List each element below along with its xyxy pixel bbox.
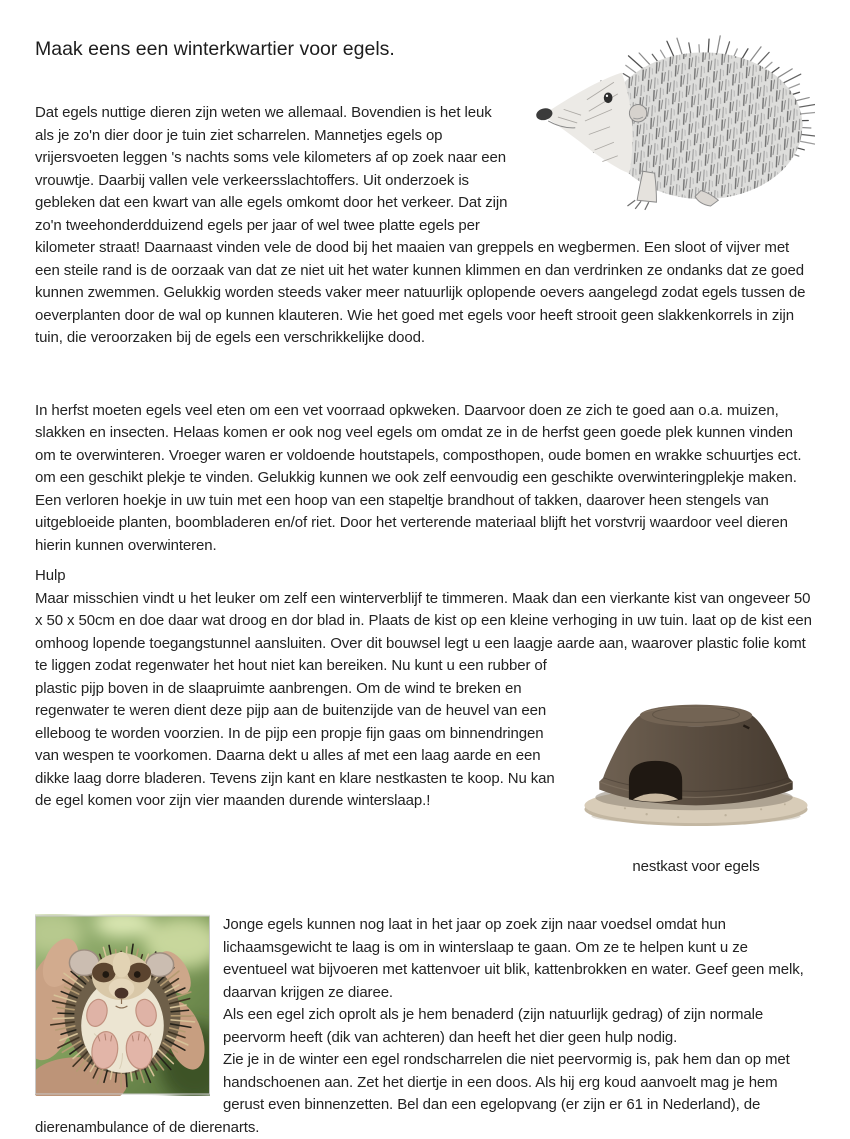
nestbox-caption: nestkast voor egels <box>577 856 815 879</box>
help-heading: Hulp <box>35 565 815 588</box>
page-title: Maak eens een winterkwartier voor egels. <box>35 36 815 62</box>
help-wrap-section <box>35 678 815 813</box>
autumn-paragraph: In herfst moeten egels veel eten om een vet voorraad opkweken. Daarvoor doen ze zich te goed aan o.a. muizen, slakken en insecten. Helaas komen er ook nog veel egels om omdat ze in de herfst geen goede plek kunnen vinden om te overwinteren. Vroeger waren er voldoende houtstapels, composthopen, oude bomen en wrakke schuurtjes ect. om een geschikt plekje te vinden. Gelukkig kunnen we ook zelf eenvoudig een geschikte overwinteringplekje maken. Een verloren hoekje in uw tuin met een hoop van een stapeltje brandhout of takken, daarover heen stengels van uitgebloeide planten, boombladeren en/of riet. Door het verterende materiaal blijft het vorstvrij waardoor veel dieren hierin kunnen overwinteren. <box>35 400 815 558</box>
hedgehog-eye <box>604 92 613 103</box>
young-hedgehog-section <box>35 884 815 1139</box>
nestbox-top <box>640 704 753 726</box>
young-paragraph-1: Jonge egels kunnen nog laat in het jaar op zoek zijn naar voedsel omdat hun lichaamsgewicht te laag is om in winterslaap te gaan. Om ze te helpen kunt u ze eventueel wat bijvoeren met kattenvoer uit blik, kattenbrokken en water. Geef geen melk, daarvan krijgen ze diaree. <box>35 914 815 1004</box>
hedgehog-illustration-image <box>525 26 815 214</box>
hedgehog-eye-left <box>102 971 109 978</box>
young-paragraph-3: Zie je in de winter een egel rondscharrelen die niet peervormig is, pak hem dan op met handschoenen aan. Zet het diertje in een doos. Als hij erg koud aanvoelt mag je hem gerust even binnenzetten. Bel dan een egelopvang (er zijn er 61 in Nederland), de dierenambulance of de dierenarts. <box>35 1049 815 1139</box>
nestbox-figure <box>577 680 815 879</box>
help-paragraph-part1: Maar misschien vindt u het leuker om zelf een winterverblijf te timmeren. Maak dan een vierkante kist van ongeveer 50 x 50 x 50cm en doe daar wat droog en dor blad in. Plaats de kist op een kleine verhoging in uw tuin. laat op de kist een omhoog lopende toegangstunnel aansluiten. Over dit bouwsel legt u een laagje aarde aan, waarover plastic folie komt te liggen zodat regenwater het hout niet kan bereiken. Nu kunt u een rubber of <box>35 588 815 678</box>
nestbox-photo-svg <box>577 680 815 830</box>
help-paragraph-part2: plastic pijp boven in de slaapruimte aanbrengen. Om de wind te breken en regenwater te weren dient deze pijp aan de buitenzijde van de heuvel van een elleboog te worden voorzien. In de pijp een propje fijn gaas om binnendringen van wespen te voorkomen. Daarna dekt u alles af met een laag aarde en een dikke laag dorre bladeren. Tevens zijn kant en klare nestkasten te koop. Nu kan de egel komen voor zijn vier maanden durende winterslaap.! <box>35 678 815 813</box>
hedgehog-eye-right <box>134 971 141 978</box>
hedgehog-nose <box>115 988 129 999</box>
hedgehog-ear <box>629 105 646 122</box>
hedgehog-face <box>542 73 632 174</box>
young-paragraph-2: Als een egel zich oprolt als je hem benaderd (zijn natuurlijk gedrag) of zijn normale peervorm heeft (dik van achteren) dan heeft het dier geen hulp nodig. <box>35 1004 815 1049</box>
young-hedgehog-photo-svg <box>35 914 210 1096</box>
intro-paragraph: Dat egels nuttige dieren zijn weten we allemaal. Bovendien is het leuk als je zo'n dier door je tuin ziet scharrelen. Mannetjes egels op vrijersvoeten leggen 's nachts soms vele kilometers af op zoek naar een vrouwtje. Daarbij vallen vele verkeersslachtoffers. Uit onderzoek is gebleken dat een kwart van alle egels omkomt door het verkeer. Dat zijn zo'n tweehonderdduizend egels per jaar of wel twee platte egels per kilometer straat! Daarnaast vinden vele de dood bij het maaien van greppels en wegbermen. Een sloot of vijver met een steile rand is de oorzaak van dat ze niet uit het water kunnen klimmen en dan verdrinken ze ondanks dat ze goed kunnen zwemmen. Gelukkig worden steeds vaker meer natuurlijk oplopende oevers aangelegd zodat egels tussen de oeverplanten door de wal op kunnen klauteren. Wie het goed met egels voor heeft strooit geen slakkenkorrels in zijn tuin, die veroorzaken bij de egels een verschrikkelijke dood. <box>35 102 815 350</box>
hedgehog-drawing-svg <box>525 26 815 214</box>
young-hedgehog-photo <box>35 914 210 1096</box>
